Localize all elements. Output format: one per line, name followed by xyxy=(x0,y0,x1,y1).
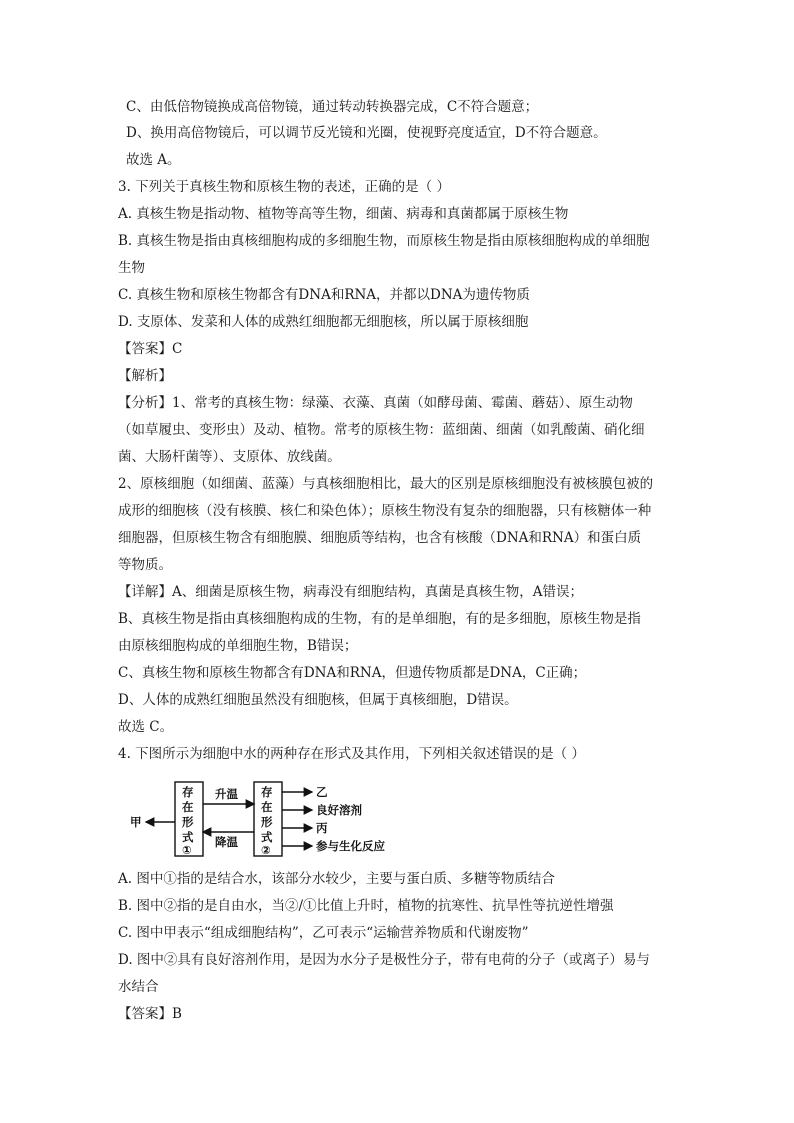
answer-label: 【答案】B xyxy=(118,1006,182,1022)
box2-char: ② xyxy=(261,843,271,857)
question-4-option-d: D. 图中②具有良好溶剂作用，是因为水分子是极性分子，带有电荷的分子（或离子）易与 xyxy=(118,952,650,968)
question-4-option-d-cont: 水结合 xyxy=(118,979,159,995)
box1-char: 存 xyxy=(182,785,194,799)
water-forms-diagram xyxy=(128,774,408,860)
text-line: 2、原核细胞（如细菌、蓝藻）与真核细胞相比，最大的区别是原核细胞没有被核膜包被的 xyxy=(118,476,654,492)
detail-label: 【详解】A、细菌是原核生物，病毒没有细胞结构，真菌是真核生物，A错误； xyxy=(118,584,583,600)
text-line: C、由低倍物镜换成高倍物镜，通过转动转换器完成，C不符合题意； xyxy=(126,99,539,115)
text-line: 成形的细胞核（没有核膜、核仁和染色体）；原核生物没有复杂的细胞器，只有核糖体一种 xyxy=(118,503,652,519)
question-4-stem: 4. 下图所示为细胞中水的两种存在形式及其作用，下列相关叙述错误的是（ ） xyxy=(118,746,585,762)
label-reaction: 参与生化反应 xyxy=(316,839,385,853)
label-bing: 丙 xyxy=(316,821,328,835)
box2-char: 存 xyxy=(261,785,273,799)
text-line: B、真核生物是指由真核细胞构成的生物，有的是单细胞，有的是多细胞，原核生物是指 xyxy=(118,611,641,627)
label-solvent: 良好溶剂 xyxy=(316,803,362,817)
text-line: 菌、大肠杆菌等）、支原体、放线菌。 xyxy=(118,449,341,465)
text-line: 细胞器，但原核生物含有细胞膜、细胞质等结构，也含有核酸（DNA和RNA）和蛋白质 xyxy=(118,530,642,546)
text-line: D、人体的成熟红细胞虽然没有细胞核，但属于真核细胞，D错误。 xyxy=(118,692,518,708)
answer-label: 【答案】C xyxy=(118,341,183,357)
text-line: 由原核细胞构成的单细胞生物，B错误； xyxy=(118,638,358,654)
label-cooling: 降温 xyxy=(215,835,238,849)
question-3-stem: 3. 下列关于真核生物和原核生物的表述，正确的是（ ） xyxy=(118,179,450,195)
text-line: 故选 C。 xyxy=(118,719,174,735)
box2-char: 形 xyxy=(261,815,273,829)
question-3-option-b-cont: 生物 xyxy=(118,260,145,276)
text-line: 故选 A。 xyxy=(126,152,181,168)
label-heating: 升温 xyxy=(215,787,238,801)
box1-char: ① xyxy=(182,843,192,857)
label-yi: 乙 xyxy=(316,785,328,799)
question-4-option-b: B. 图中②指的是自由水，当②/①比值上升时，植物的抗寒性、抗旱性等抗逆性增强 xyxy=(118,898,614,914)
text-line: 等物质。 xyxy=(118,557,172,573)
text-line: （如草履虫、变形虫）及动、植物。常考的原核生物：蓝细菌、细菌（如乳酸菌、硝化细 xyxy=(118,422,645,438)
question-3-option-b: B. 真核生物是指由真核细胞构成的多细胞生物，而原核生物是指由原核细胞构成的单细胞 xyxy=(118,233,650,249)
label-jia: 甲 xyxy=(130,815,142,829)
question-3-option-c: C. 真核生物和原核生物都含有DNA和RNA，并都以DNA为遗传物质 xyxy=(118,287,530,303)
question-3-option-a: A. 真核生物是指动物、植物等高等生物，细菌、病毒和真菌都属于原核生物 xyxy=(118,206,569,222)
question-3-option-d: D. 支原体、发菜和人体的成熟红细胞都无细胞核，所以属于原核细胞 xyxy=(118,314,529,330)
text-line: D、换用高倍物镜后，可以调节反光镜和光圈，使视野亮度适宜，D不符合题意。 xyxy=(126,125,607,141)
box1-char: 形 xyxy=(182,815,194,829)
box1-char: 式 xyxy=(182,830,194,844)
question-4-option-a: A. 图中①指的是结合水，该部分水较少，主要与蛋白质、多糖等物质结合 xyxy=(118,871,555,887)
text-line: C、真核生物和原核生物都含有DNA和RNA，但遗传物质都是DNA，C正确； xyxy=(118,665,587,681)
text-line: 【分析】1、常考的真核生物：绿藻、衣藻、真菌（如酵母菌、霉菌、蘑菇）、原生动物 xyxy=(118,395,633,411)
question-4-option-c: C. 图中甲表示“组成细胞结构”，乙可表示“运输营养物质和代谢废物” xyxy=(118,925,529,941)
box1-char: 在 xyxy=(182,800,194,814)
box2-char: 在 xyxy=(261,800,273,814)
analysis-label: 【解析】 xyxy=(118,368,172,384)
box2-char: 式 xyxy=(261,830,273,844)
